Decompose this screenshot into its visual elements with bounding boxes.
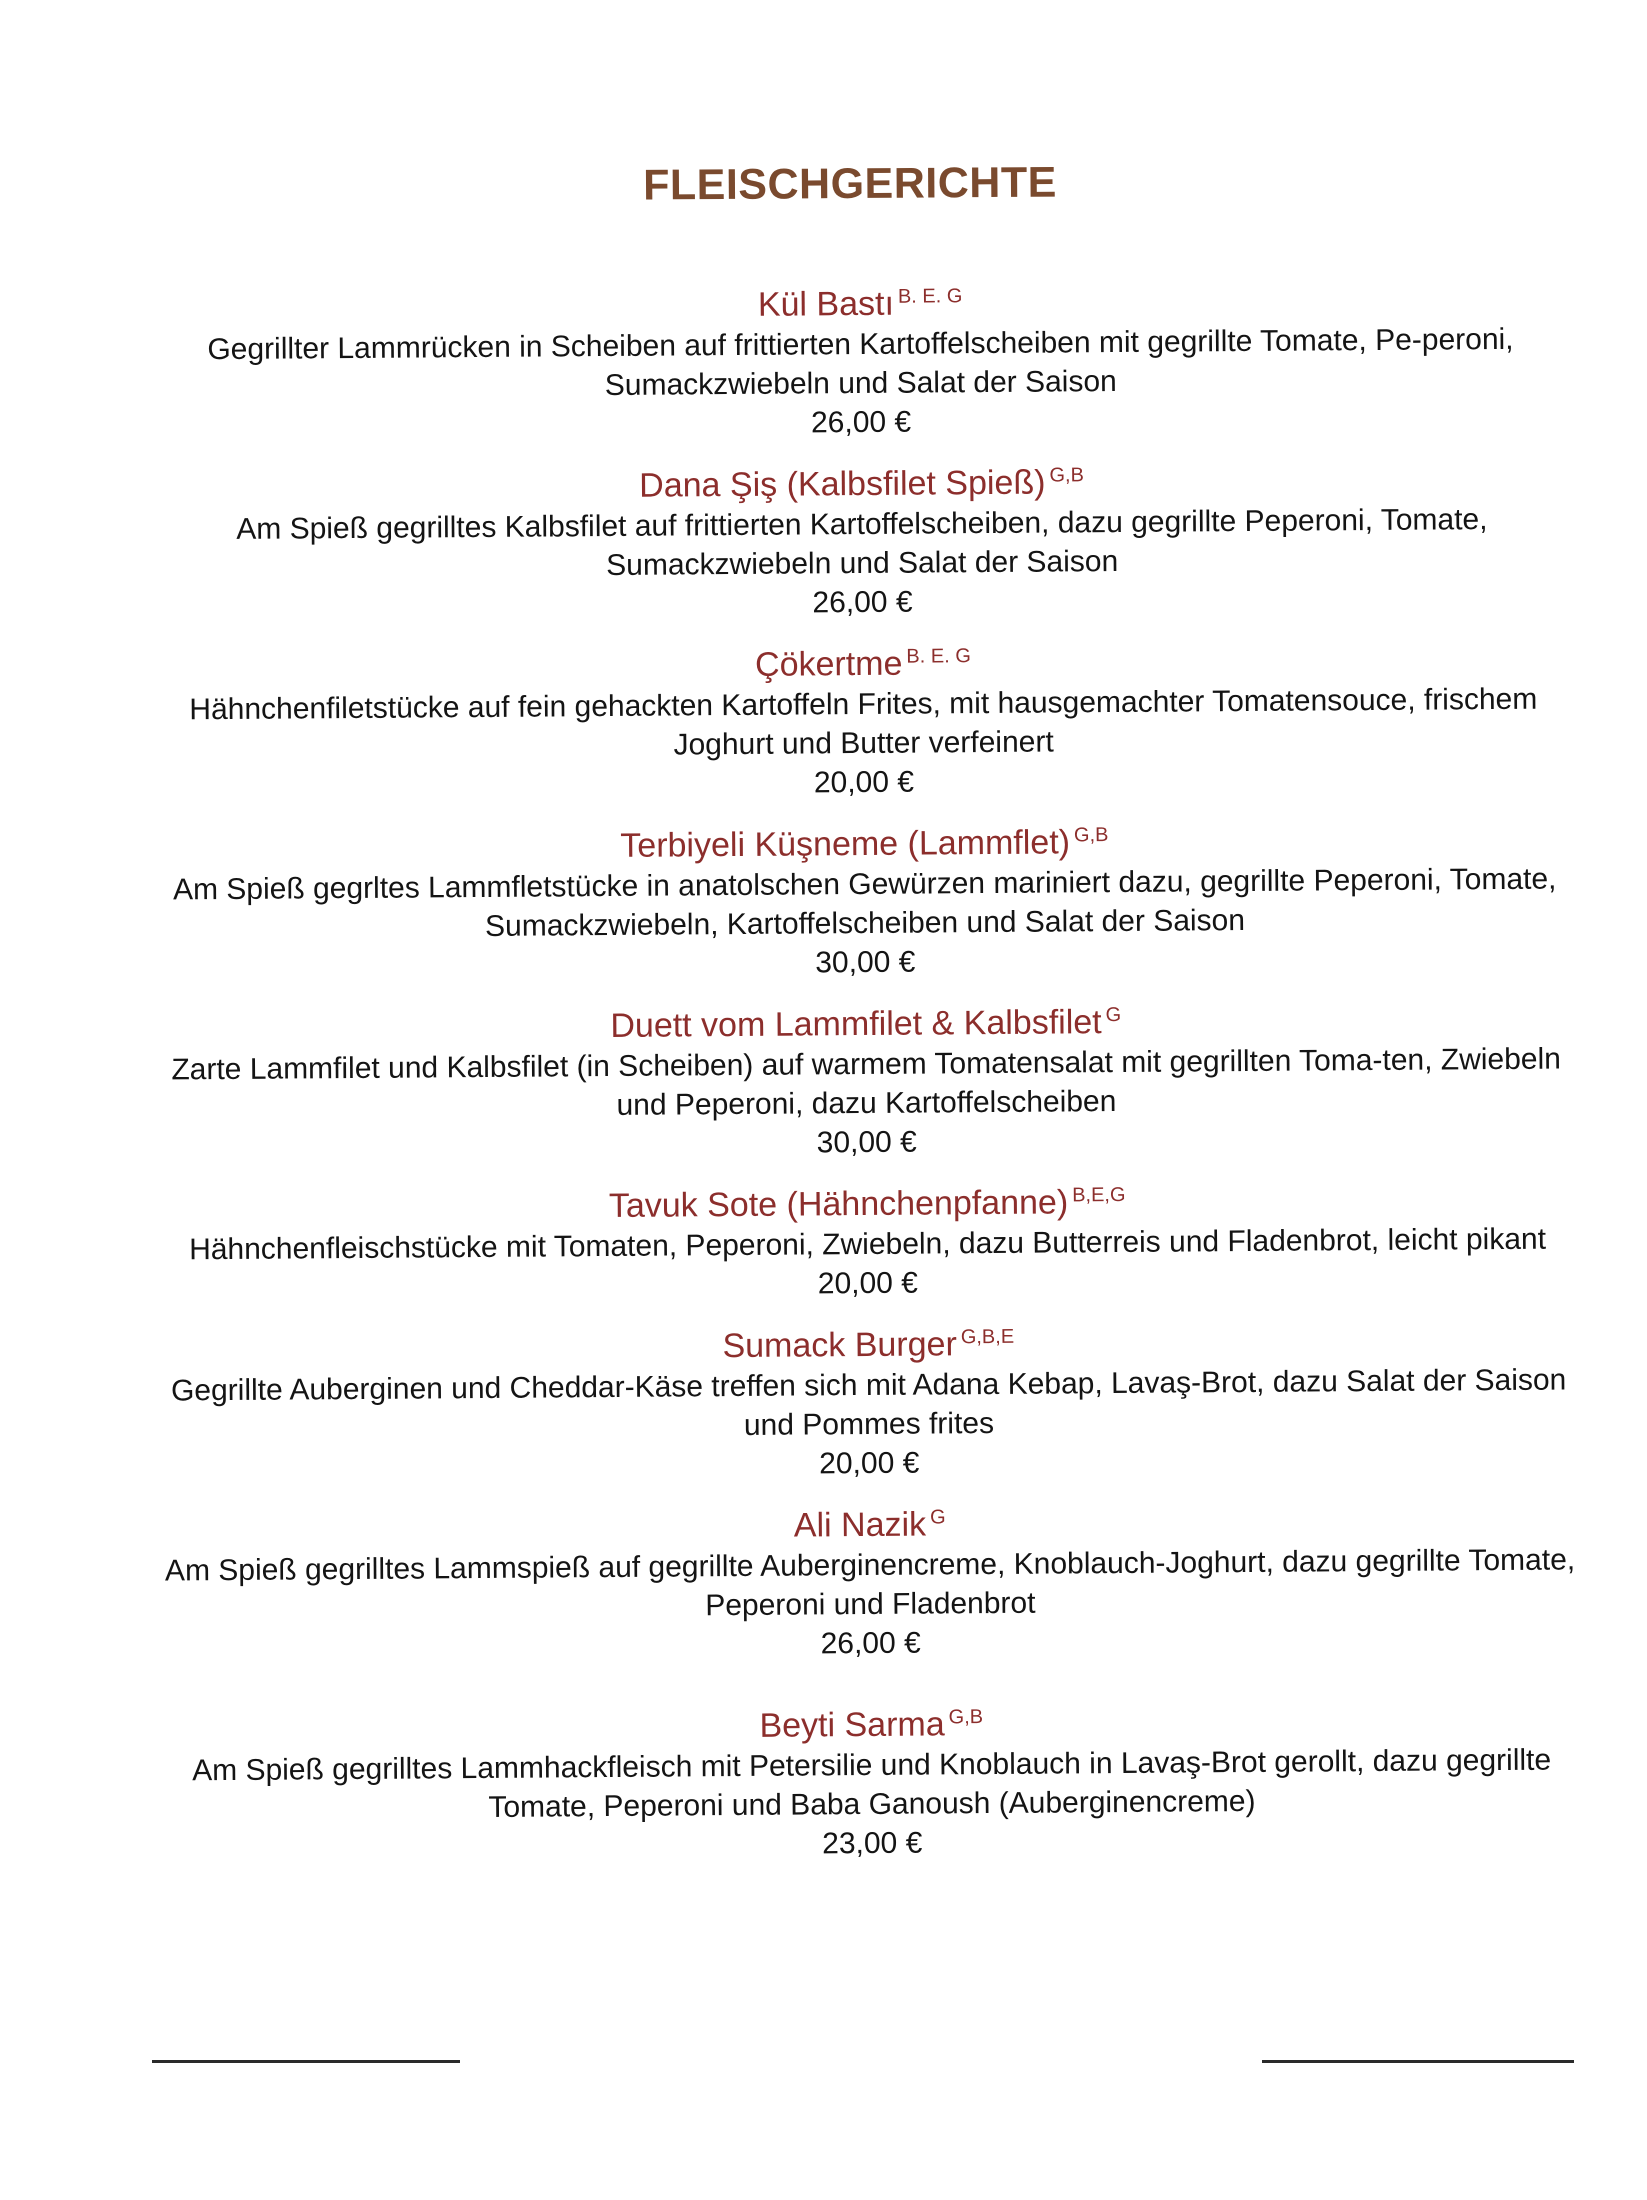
divider-left <box>152 2060 460 2063</box>
dish-price: 23,00 € <box>822 1826 923 1861</box>
allergen-codes: G <box>1105 1003 1122 1026</box>
dish-price: 26,00 € <box>820 1626 921 1661</box>
dish-name: Ali Nazik $^G$ <box>793 1505 946 1545</box>
menu-item-kul-basti <box>140 277 1581 448</box>
allergen-codes: B. E. G <box>906 644 971 668</box>
menu-item-terbiyeli-kusneme <box>144 817 1585 988</box>
allergen-codes: G,B <box>1073 823 1109 847</box>
divider-right <box>1262 2060 1574 2063</box>
dish-name: Sumack Burger $^{G,B,E}$ <box>722 1325 1015 1366</box>
dish-name: Beyti Sarma $^{G,B}$ <box>759 1705 984 1745</box>
menu-item-sumack-burger <box>148 1318 1589 1489</box>
dish-description: Hähnchenfleischstücke mit Tomaten, Peperoni, Zwiebeln, dazu Butterreis und Fladenbrot, leicht pikant <box>189 1222 1547 1267</box>
dish-price: 20,00 € <box>819 1446 920 1481</box>
dish-price: 26,00 € <box>810 405 912 440</box>
allergen-codes: B. E. G <box>897 284 963 308</box>
dish-price: 20,00 € <box>817 1266 919 1301</box>
allergen-codes: G <box>929 1506 946 1529</box>
dish-description: Am Spieß gegrltes Lammfletstücke in anatolschen Gewürzen mariniert dazu, gegrillte Peperoni, Tomate, Sumackzwiebeln, Kartoffelscheiben und Salat der Saison <box>172 862 1557 943</box>
dish-description: Zarte Lammfilet und Kalbsfilet (in Scheiben) auf warmem Tomatensalat mit gegrillten Toma-ten, Zwiebeln und Peperoni, dazu Kartoffelscheiben <box>171 1042 1562 1122</box>
menu-item-ali-nazik <box>150 1498 1591 1669</box>
dish-name: Çökertme $^{B. E. G}$ <box>754 644 971 684</box>
allergen-codes: G,B <box>948 1705 984 1729</box>
dish-name: Dana Şiş (Kalbsfilet Spieß) $^{G,B}$ <box>639 463 1084 505</box>
menu-list <box>140 277 1593 1889</box>
menu-item-duett <box>146 997 1587 1168</box>
dish-name: Duett vom Lammfilet & Kalbsfilet $^G$ <box>610 1003 1122 1045</box>
menu-item-beyti-sarma <box>151 1698 1592 1869</box>
menu-item-dana-sis <box>141 457 1582 628</box>
menu-item-tavuk-sote <box>147 1177 1588 1309</box>
dish-price: 20,00 € <box>813 765 915 800</box>
dish-description: Gegrillter Lammrücken in Scheiben auf frittierten Kartoffelscheiben mit gegrillte Tomate, Pe-peroni, Sumackzwiebeln und Salat der Saison <box>207 322 1514 403</box>
dish-description: Am Spieß gegrilltes Lammspieß auf gegrillte Auberginencreme, Knoblauch-Joghurt, dazu gegrillte Tomate, Peperoni und Fladenbrot <box>164 1543 1576 1623</box>
menu-item-cokertme <box>143 637 1584 808</box>
dish-price: 30,00 € <box>815 945 916 980</box>
dish-description: Hähnchenfiletstücke auf fein gehackten Kartoffeln Frites, mit hausgemachter Tomatensouce, frischem Joghurt und Butter verfeinert <box>189 682 1538 762</box>
page-title: FLEISCHGERICHTE <box>643 158 1057 210</box>
allergen-codes: G,B <box>1049 463 1084 487</box>
allergen-codes: G,B,E <box>960 1325 1015 1348</box>
dish-name: Terbiyeli Küşneme (Lammflet) $^{G,B}$ <box>620 823 1109 865</box>
dish-name: Tavuk Sote (Hähnchenpfanne) $^{B,E,G}$ <box>608 1183 1126 1225</box>
dish-description: Gegrillte Auberginen und Cheddar-Käse treffen sich mit Adana Kebap, Lavaş-Brot, dazu Salat der Saison und Pommes frites <box>170 1363 1567 1442</box>
allergen-codes: B,E,G <box>1072 1183 1126 1207</box>
dish-price: 30,00 € <box>816 1125 917 1160</box>
dish-description: Am Spieß gegrilltes Kalbsfilet auf frittierten Kartoffelscheiben, dazu gegrillte Peperoni, Tomate, Sumackzwiebeln und Salat der Saison <box>236 503 1488 583</box>
dish-price: 26,00 € <box>812 585 913 620</box>
dish-name: Kül Bastı $^{B. E. G}$ <box>757 284 963 324</box>
dish-description: Am Spieß gegrilltes Lammhackfleisch mit Petersilie und Knoblauch in Lavaş-Brot gerollt, dazu gegrillte Tomate, Peperoni und Baba Ganoush (Auberginencreme) <box>192 1743 1552 1824</box>
